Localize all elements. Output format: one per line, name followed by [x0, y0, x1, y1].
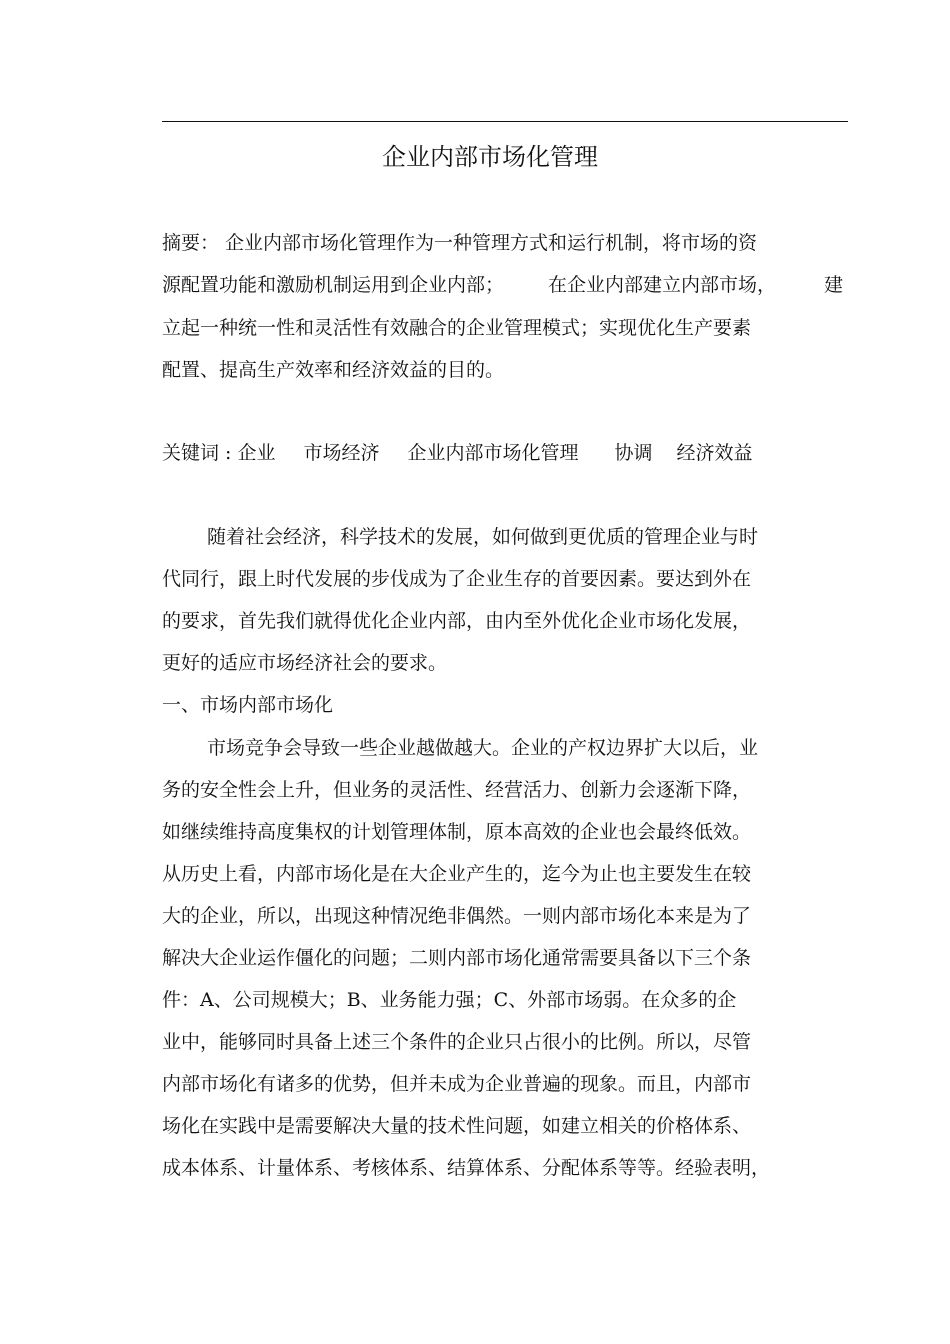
section-1-line-6: 解决大企业运作僵化的问题；二则内部市场化通常需要具备以下三个条	[162, 947, 752, 969]
section-1-line-11: 成本体系、计量体系、考核体系、结算体系、分配体系等等。经验表明，	[162, 1157, 771, 1179]
header-rule	[162, 121, 848, 122]
section-1-line-10: 场化在实践中是需要解决大量的技术性问题，如建立相关的价格体系、	[162, 1115, 752, 1137]
intro-line-1: 随着社会经济，科学技术的发展，如何做到更优质的管理企业与时	[207, 526, 759, 548]
keyword-item: 协调	[614, 442, 653, 464]
section-1-line-4: 从历史上看，内部市场化是在大企业产生的，迄今为止也主要发生在较	[162, 863, 752, 885]
section-1-heading: 一、市场内部市场化	[162, 694, 334, 716]
keyword-item: 市场经济	[303, 442, 380, 464]
section-1-line-8: 业中，能够同时具备上述三个条件的企业只占很小的比例。所以，尽管	[162, 1031, 752, 1053]
abstract-line-3: 立起一种统一性和灵活性有效融合的企业管理模式；实现优化生产要素	[162, 317, 752, 339]
intro-line-2: 代同行，跟上时代发展的步伐成为了企业生存的首要因素。要达到外在	[162, 568, 752, 590]
abstract-line-4: 配置、提高生产效率和经济效益的目的。	[162, 359, 505, 381]
section-1-line-7: 件：A、公司规模大；B、业务能力强；C、外部市场弱。在众多的企	[162, 989, 737, 1011]
section-1-line-2: 务的安全性会上升，但业务的灵活性、经营活力、创新力会逐渐下降，	[162, 779, 752, 801]
abstract-line-2	[162, 272, 776, 298]
abstract-line-2-part-a: 源配置功能和激励机制运用到企业内部；	[162, 274, 505, 296]
keywords-line	[162, 440, 753, 466]
section-1-line-9: 内部市场化有诸多的优势，但并未成为企业普遍的现象。而且，内部市	[162, 1073, 752, 1095]
abstract-line-2-part-b: 在企业内部建立内部市场，	[548, 274, 777, 296]
intro-line-3: 的要求，首先我们就得优化企业内部，由内至外优化企业市场化发展，	[162, 610, 752, 632]
keyword-item: 企业内部市场化管理	[407, 442, 579, 464]
abstract-line-1: 摘要： 企业内部市场化管理作为一种管理方式和运行机制，将市场的资	[162, 232, 758, 254]
section-1-line-3: 如继续维持高度集权的计划管理体制，原本高效的企业也会最终低效。	[162, 821, 752, 843]
keyword-item: 经济效益	[676, 442, 753, 464]
abstract-line-2-part-c: 建	[824, 274, 844, 296]
document-title: 企业内部市场化管理	[382, 143, 598, 171]
keywords-label: 关键词 : 企业	[162, 442, 276, 464]
section-1-line-5: 大的企业，所以，出现这种情况绝非偶然。一则内部市场化本来是为了	[162, 905, 752, 927]
section-1-line-1: 市场竞争会导致一些企业越做越大。企业的产权边界扩大以后，业	[207, 737, 759, 759]
intro-line-4: 更好的适应市场经济社会的要求。	[162, 652, 448, 674]
